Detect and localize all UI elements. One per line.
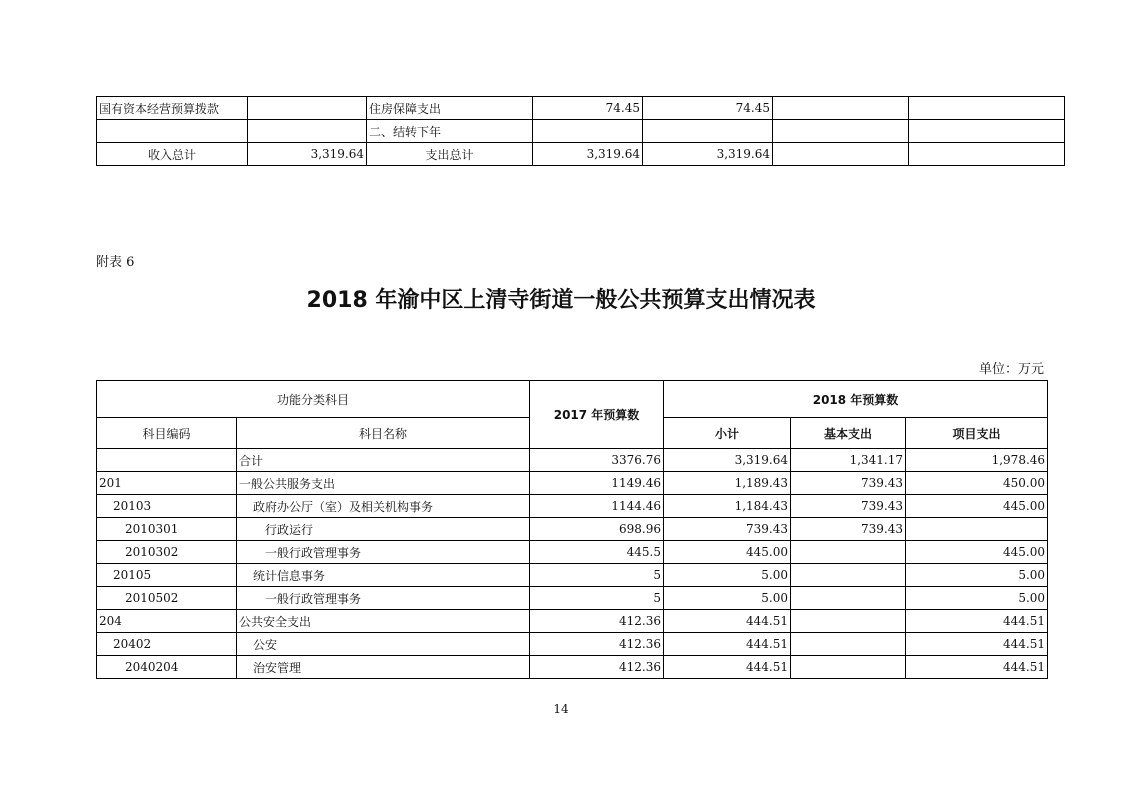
table-cell — [773, 120, 909, 143]
cell-code: 204 — [97, 610, 237, 633]
table-cell: 支出总计 — [367, 143, 533, 166]
cell-basic — [791, 541, 906, 564]
cell-2017: 1144.46 — [530, 495, 664, 518]
cell-code: 2010301 — [97, 518, 237, 541]
table-cell: 收入总计 — [97, 143, 248, 166]
table-cell: 74.45 — [643, 97, 773, 120]
cell-2017: 412.36 — [530, 610, 664, 633]
cell-project: 5.00 — [906, 587, 1048, 610]
cell-basic — [791, 587, 906, 610]
income-expense-summary-table — [96, 96, 1065, 166]
cell-subtotal: 1,189.43 — [664, 472, 791, 495]
cell-name: 政府办公厅（室）及相关机构事务 — [237, 495, 530, 518]
cell-basic — [791, 610, 906, 633]
header-budget-2017: 2017 年预算数 — [530, 381, 664, 449]
cell-project — [906, 518, 1048, 541]
cell-basic: 739.43 — [791, 495, 906, 518]
cell-basic: 739.43 — [791, 472, 906, 495]
header-subject-name: 科目名称 — [237, 418, 530, 449]
table-cell — [773, 97, 909, 120]
cell-project: 444.51 — [906, 610, 1048, 633]
cell-project: 5.00 — [906, 564, 1048, 587]
table-row — [97, 564, 1048, 587]
cell-basic: 1,341.17 — [791, 449, 906, 472]
page-number: 14 — [553, 702, 569, 716]
table-cell — [248, 120, 367, 143]
cell-name: 公安 — [237, 633, 530, 656]
cell-subtotal: 739.43 — [664, 518, 791, 541]
table-row — [97, 143, 1065, 166]
cell-name: 合计 — [237, 449, 530, 472]
cell-2017: 445.5 — [530, 541, 664, 564]
table-cell: 二、结转下年 — [367, 120, 533, 143]
cell-project: 1,978.46 — [906, 449, 1048, 472]
table-header-row — [97, 381, 1048, 418]
table-row — [97, 97, 1065, 120]
page-title: 2018 年渝中区上清寺街道一般公共预算支出情况表 — [306, 288, 816, 313]
table-row — [97, 587, 1048, 610]
appendix-label: 附表 6 — [96, 255, 135, 270]
table-cell — [909, 97, 1065, 120]
cell-2017: 412.36 — [530, 656, 664, 679]
cell-subtotal: 3,319.64 — [664, 449, 791, 472]
cell-name: 一般公共服务支出 — [237, 472, 530, 495]
table-cell: 74.45 — [533, 97, 643, 120]
cell-project: 445.00 — [906, 541, 1048, 564]
table-cell — [97, 120, 248, 143]
cell-code — [97, 449, 237, 472]
cell-2017: 1149.46 — [530, 472, 664, 495]
header-budget-2018: 2018 年预算数 — [664, 381, 1048, 418]
table-row — [97, 495, 1048, 518]
table-cell — [533, 120, 643, 143]
cell-subtotal: 444.51 — [664, 633, 791, 656]
header-subject-code: 科目编码 — [97, 418, 237, 449]
table-cell — [909, 120, 1065, 143]
cell-subtotal: 1,184.43 — [664, 495, 791, 518]
cell-name: 统计信息事务 — [237, 564, 530, 587]
table-row — [97, 518, 1048, 541]
cell-2017: 412.36 — [530, 633, 664, 656]
table-cell — [909, 143, 1065, 166]
table-cell — [248, 97, 367, 120]
cell-basic: 739.43 — [791, 518, 906, 541]
cell-code: 20105 — [97, 564, 237, 587]
header-basic: 基本支出 — [791, 418, 906, 449]
cell-2017: 5 — [530, 587, 664, 610]
expenditure-table — [96, 380, 1048, 679]
cell-subtotal: 5.00 — [664, 587, 791, 610]
cell-name: 公共安全支出 — [237, 610, 530, 633]
table-cell — [773, 143, 909, 166]
table-cell: 3,319.64 — [643, 143, 773, 166]
cell-name: 治安管理 — [237, 656, 530, 679]
header-subtotal: 小计 — [664, 418, 791, 449]
cell-project: 445.00 — [906, 495, 1048, 518]
cell-basic — [791, 656, 906, 679]
table-row — [97, 120, 1065, 143]
table-cell — [643, 120, 773, 143]
cell-2017: 3376.76 — [530, 449, 664, 472]
cell-subtotal: 444.51 — [664, 610, 791, 633]
table-row — [97, 610, 1048, 633]
cell-basic — [791, 564, 906, 587]
cell-subtotal: 444.51 — [664, 656, 791, 679]
cell-subtotal: 445.00 — [664, 541, 791, 564]
table-cell: 国有资本经营预算拨款 — [97, 97, 248, 120]
cell-basic — [791, 633, 906, 656]
cell-name: 一般行政管理事务 — [237, 587, 530, 610]
cell-name: 一般行政管理事务 — [237, 541, 530, 564]
cell-subtotal: 5.00 — [664, 564, 791, 587]
cell-2017: 698.96 — [530, 518, 664, 541]
cell-code: 20402 — [97, 633, 237, 656]
cell-project: 450.00 — [906, 472, 1048, 495]
cell-code: 20103 — [97, 495, 237, 518]
table-cell: 3,319.64 — [248, 143, 367, 166]
cell-project: 444.51 — [906, 633, 1048, 656]
cell-code: 2010302 — [97, 541, 237, 564]
table-row — [97, 541, 1048, 564]
table-cell: 3,319.64 — [533, 143, 643, 166]
table-cell: 住房保障支出 — [367, 97, 533, 120]
cell-code: 2040204 — [97, 656, 237, 679]
cell-name: 行政运行 — [237, 518, 530, 541]
header-project: 项目支出 — [906, 418, 1048, 449]
cell-code: 2010502 — [97, 587, 237, 610]
table-row — [97, 656, 1048, 679]
table-row — [97, 633, 1048, 656]
unit-label: 单位：万元 — [978, 362, 1044, 377]
table-row — [97, 449, 1048, 472]
table-row — [97, 472, 1048, 495]
cell-project: 444.51 — [906, 656, 1048, 679]
cell-code: 201 — [97, 472, 237, 495]
cell-2017: 5 — [530, 564, 664, 587]
header-func-category: 功能分类科目 — [97, 381, 530, 418]
